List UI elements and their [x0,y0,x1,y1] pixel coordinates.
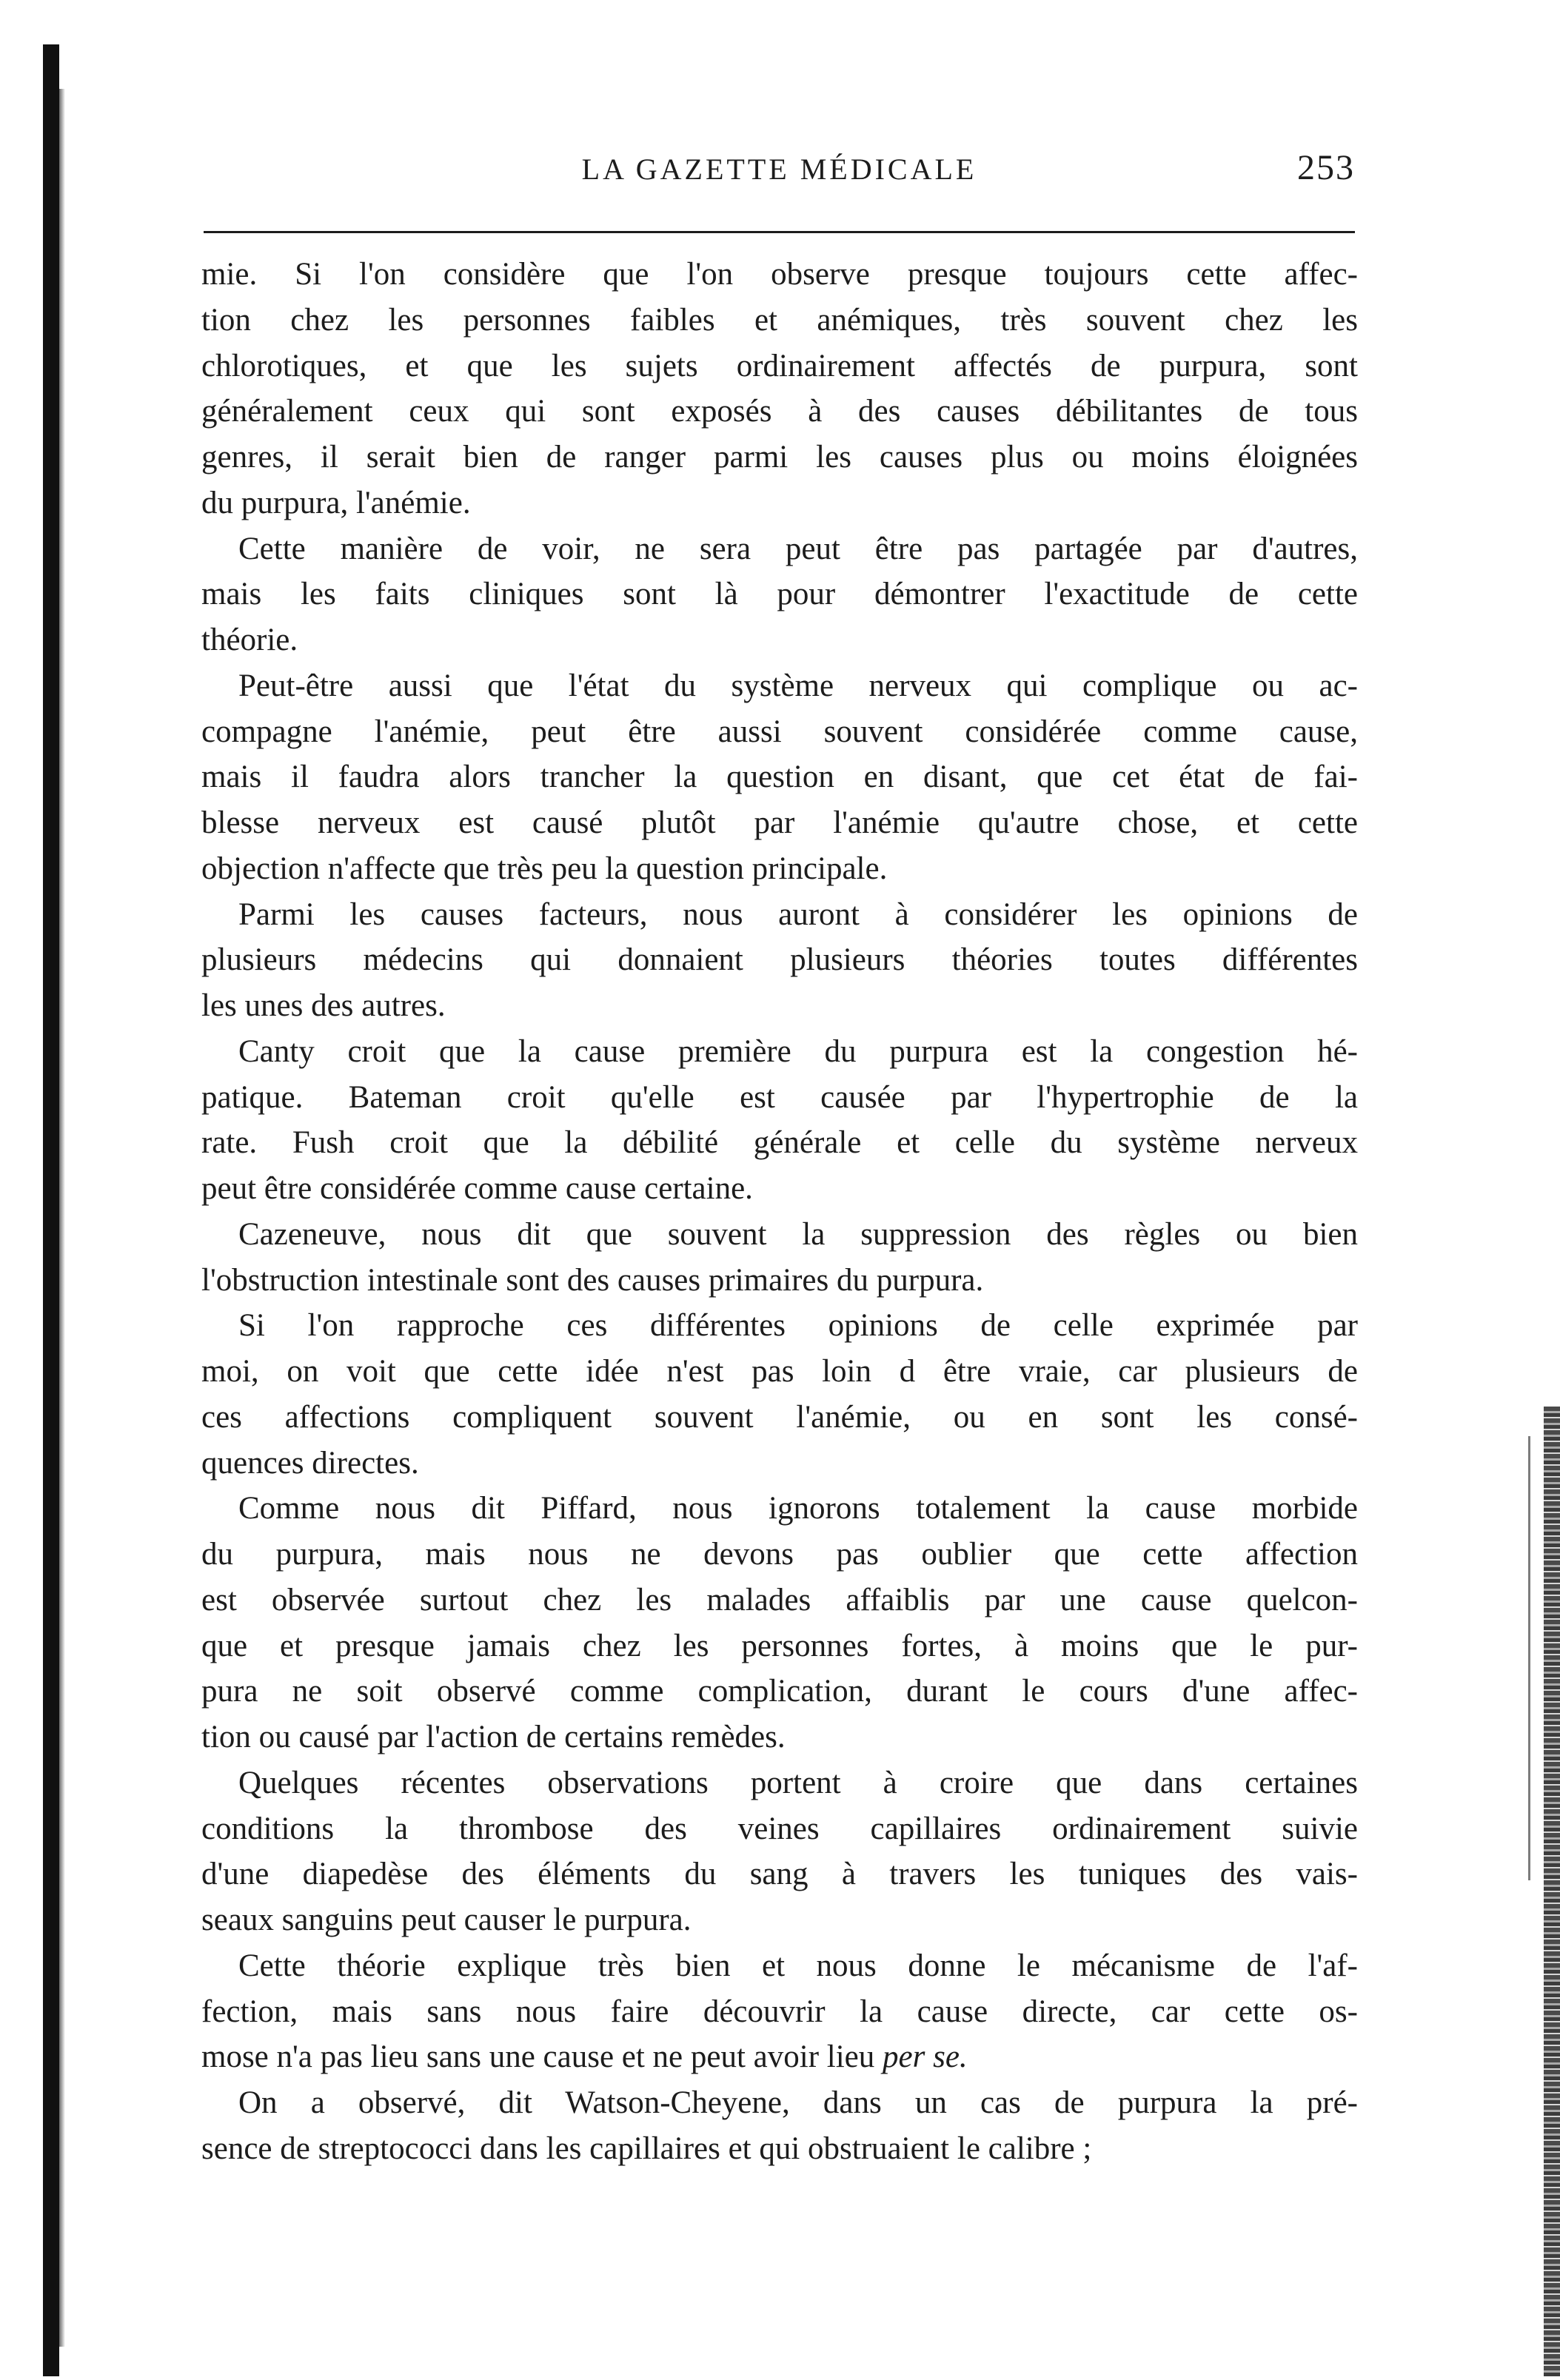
text-line: rate. Fush croit que la débilité générale et celle du système nerveux [201,1125,1358,1161]
text-line: ces affections compliquent souvent l'anémie, ou en sont les consé- [201,1399,1358,1435]
text-line: Cette théorie explique très bien et nous donne le mécanisme de l'af- [238,1948,1358,1983]
text-line: du purpura, mais nous ne devons pas oublier que cette affection [201,1537,1358,1572]
text-line: est observée surtout chez les malades affaiblis par une cause quelcon- [201,1582,1358,1618]
binding-edge [43,44,59,2376]
text-line: compagne l'anémie, peut être aussi souvent considérée comme cause, [201,714,1358,749]
text-line: mie. Si l'on considère que l'on observe presque toujours cette affec- [201,257,1358,292]
text-line [201,2034,1358,2080]
page-edge-line [1528,1436,1530,1880]
paragraph [201,1303,1358,1486]
paragraph [201,892,1358,1029]
text-line: genres, il serait bien de ranger parmi les causes plus ou moins éloignées [201,440,1358,475]
paragraph [201,663,1358,892]
running-title: LA GAZETTE MÉDICALE [581,152,977,186]
text-line: Canty croit que la cause première du purpura est la congestion hé- [238,1033,1358,1069]
text-line: Comme nous dit Piffard, nous ignorons totalement la cause morbide [238,1491,1358,1526]
text-line: tion chez les personnes faibles et anémiques, très souvent chez les [201,302,1358,338]
text-line: les unes des autres. [201,988,446,1023]
text-line: conditions la thrombose des veines capillaires ordinairement suivie [201,1811,1358,1846]
text-line: Peut-être aussi que l'état du système nerveux qui complique ou ac- [238,668,1358,703]
text-line: tion ou causé par l'action de certains remèdes. [201,1720,786,1754]
paragraph [201,1486,1358,1760]
paragraph [201,1212,1358,1304]
paragraph [201,526,1358,663]
text-line: chlorotiques, et que les sujets ordinairement affectés de purpura, sont [201,348,1358,383]
text-line: quences directes. [201,1445,419,1481]
paragraph [201,252,1358,526]
text-line: seaux sanguins peut causer le purpura. [201,1903,692,1937]
text-line: Cazeneuve, nous dit que souvent la suppression des règles ou bien [238,1216,1358,1252]
page-header [204,148,1355,196]
text-line: blesse nerveux est causé plutôt par l'anémie qu'autre chose, et cette [201,805,1358,840]
text-line: Cette manière de voir, ne sera peut être pas partagée par d'autres, [238,531,1358,566]
text-line: sence de streptococci dans les capillaires et qui obstruaient le calibre ; [201,2131,1092,2166]
text-line: du purpura, l'anémie. [201,485,471,520]
text-line: mais il faudra alors trancher la question en disant, que cet état de fai- [201,760,1358,795]
binding-shadow [59,89,65,2347]
paragraph [201,1029,1358,1212]
text-line: pura ne soit observé comme complication, durant le cours d'une affec- [201,1674,1358,1709]
paragraph [201,2080,1358,2172]
page-number: 253 [1297,148,1355,187]
text-line: que et presque jamais chez les personnes fortes, à moins que le pur- [201,1628,1358,1663]
text-line: Parmi les causes facteurs, nous auront à considérer les opinions de [238,896,1358,932]
italic-phrase: per se. [883,2039,968,2075]
paragraph [201,1943,1358,2080]
text-line: théorie. [201,623,298,657]
text-line: patique. Bateman croit qu'elle est causée par l'hypertrophie de la [201,1079,1358,1115]
text-line: Quelques récentes observations portent à croire que dans certaines [238,1765,1358,1800]
text-line: Si l'on rapproche ces différentes opinions de celle exprimée par [238,1308,1358,1344]
text-body [201,252,1358,2172]
text-line: d'une diapedèse des éléments du sang à travers les tuniques des vais- [201,1857,1358,1892]
text-line: mais les faits cliniques sont là pour démontrer l'exactitude de cette [201,577,1358,612]
text-line: objection n'affecte que très peu la question principale. [201,851,888,886]
text-line: généralement ceux qui sont exposés à des causes débilitantes de tous [201,394,1358,429]
text-line: l'obstruction intestinale sont des causes primaires du purpura. [201,1262,984,1298]
paragraph [201,1760,1358,1943]
text-segment: mose n'a pas lieu sans une cause et ne peut avoir lieu [201,2039,883,2075]
header-rule [204,231,1355,233]
text-line: fection, mais sans nous faire découvrir la cause directe, car cette os- [201,1994,1358,2029]
text-line: On a observé, dit Watson-Cheyene, dans un cas de purpura la pré- [238,2085,1358,2120]
page-edge-stack [1544,1407,1560,2376]
text-line: peut être considérée comme cause certaine. [201,1171,753,1206]
text-line: moi, on voit que cette idée n'est pas loin d être vraie, car plusieurs de [201,1354,1358,1389]
text-line: plusieurs médecins qui donnaient plusieurs théories toutes différentes [201,942,1358,978]
